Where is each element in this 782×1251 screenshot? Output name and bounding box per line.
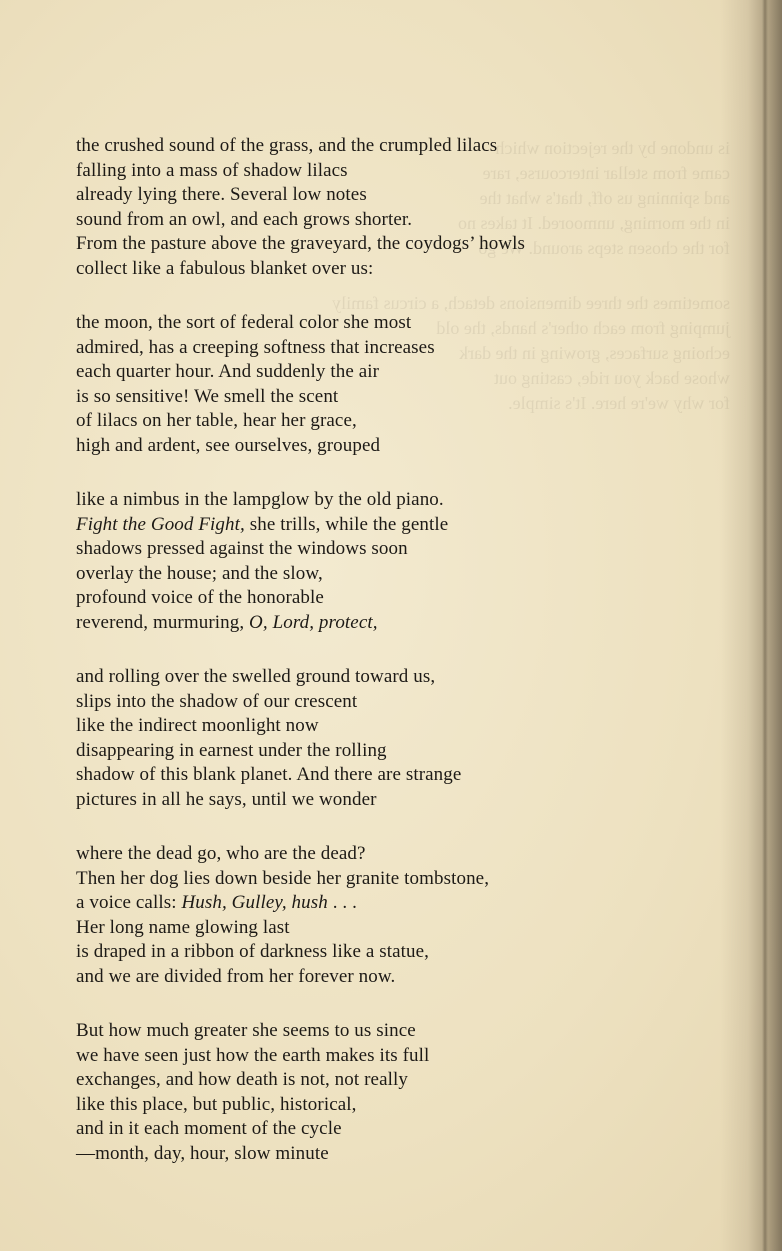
poem-line: shadow of this blank planet. And there are strange <box>76 764 462 785</box>
line-text: . . . <box>327 892 357 913</box>
poem-line: like a nimbus in the lampglow by the old piano. <box>76 489 444 510</box>
poem-line: like the indirect moonlight now <box>76 715 319 736</box>
poem-line: is draped in a ribbon of darkness like a statue, <box>76 941 430 962</box>
poem-line: and rolling over the swelled ground toward us, <box>76 666 436 687</box>
stanza <box>76 134 676 281</box>
poem-line: where the dead go, who are the dead? <box>76 843 366 864</box>
poem-line: But how much greater she seems to us since <box>76 1020 416 1041</box>
poem-line: disappearing in earnest under the rolling <box>76 739 387 761</box>
poem-line: admired, has a creeping softness that increases <box>76 336 435 358</box>
italic-quote: Fight the Good Fight, <box>76 513 245 535</box>
poem-line: falling into a mass of shadow lilacs <box>76 159 348 181</box>
poem-line: overlay the house; and the slow, <box>76 562 323 584</box>
poem-text <box>76 134 676 1196</box>
stanza <box>76 842 676 989</box>
poem-line <box>76 513 676 538</box>
line-text: reverend, murmuring, <box>76 611 250 633</box>
line-text: a voice calls: <box>76 892 182 913</box>
poem-line: exchanges, and how death is not, not really <box>76 1069 408 1090</box>
stanza <box>76 665 676 812</box>
poem-line: —month, day, hour, slow minute <box>76 1142 329 1164</box>
poem-line: the crushed sound of the grass, and the crumpled lilacs <box>76 135 498 156</box>
poem-line: is so sensitive! We smell the scent <box>76 385 339 407</box>
poem-line: and in it each moment of the cycle <box>76 1118 342 1139</box>
poem-line: From the pasture above the graveyard, the coydogs’ howls <box>76 233 525 254</box>
poem-line: we have seen just how the earth makes its full <box>76 1044 430 1066</box>
page-edge <box>762 0 768 1251</box>
poem-line: Then her dog lies down beside her granite tombstone, <box>76 867 490 889</box>
stanza <box>76 1019 676 1166</box>
stanza <box>76 488 676 635</box>
poem-line: like this place, but public, historical, <box>76 1093 357 1115</box>
stanza <box>76 311 676 458</box>
poem-line: slips into the shadow of our crescent <box>76 690 358 712</box>
book-gutter-shadow <box>720 0 782 1251</box>
poem-line <box>76 611 676 636</box>
poem-line: profound voice of the honorable <box>76 587 324 608</box>
poem-line: shadows pressed against the windows soon <box>76 538 408 559</box>
poem-line: collect like a fabulous blanket over us: <box>76 257 374 279</box>
poem-line: high and ardent, see ourselves, grouped <box>76 434 381 456</box>
poem-line: each quarter hour. And suddenly the air <box>76 361 380 382</box>
poem-line: of lilacs on her table, hear her grace, <box>76 410 357 431</box>
poem-line: pictures in all he says, until we wonder <box>76 788 377 810</box>
poem-line: Her long name glowing last <box>76 916 290 938</box>
poem-line: and we are divided from her forever now. <box>76 965 396 987</box>
italic-quote: Hush, Gulley, hush <box>181 892 328 913</box>
poem-line: sound from an owl, and each grows shorter. <box>76 208 413 230</box>
poem-line: already lying there. Several low notes <box>76 184 367 205</box>
show-through-text: is undone by the rejection which came from stellar intercourse, rare and spinning us off, that's what the in the morning, unmoored. It takes no for the chosen steps around. We go sometimes the three dimensions detach, a circus family jumping from each other's hands, the old echoing surfaces, growing in the dark whose back you ride, casting out for why we're here. It's simple. <box>332 138 730 413</box>
italic-quote: O, Lord, protect, <box>249 611 378 633</box>
poem-line: the moon, the sort of federal color she most <box>76 312 412 333</box>
poem-line <box>76 891 676 916</box>
line-text: she trills, while the gentle <box>244 513 449 535</box>
